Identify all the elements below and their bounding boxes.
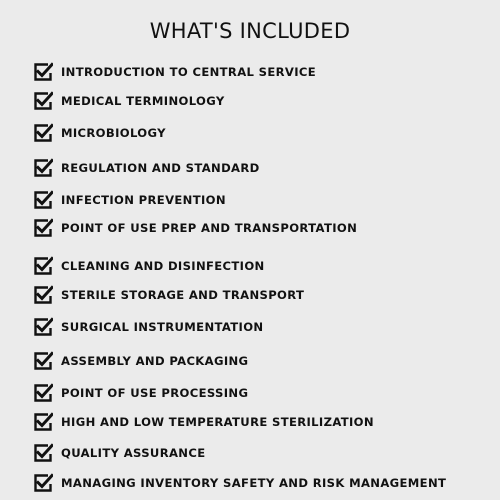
list-item: [33, 123, 166, 143]
list-item: [33, 351, 248, 371]
list-item-label: HIGH AND LOW TEMPERATURE STERILIZATION: [61, 415, 374, 429]
list-item-label: INTRODUCTION TO CENTRAL SERVICE: [61, 65, 316, 79]
list-item: [33, 218, 357, 238]
list-item-label: SURGICAL INSTRUMENTATION: [61, 320, 264, 334]
list-item-label: POINT OF USE PREP AND TRANSPORTATION: [61, 221, 358, 235]
checkbox-checked-icon: [33, 351, 53, 371]
list-item-label: ASSEMBLY AND PACKAGING: [61, 354, 249, 368]
list-item: [33, 473, 446, 493]
list-item-label: MANAGING INVENTORY SAFETY AND RISK MANAGEMENT: [61, 476, 447, 490]
checkbox-checked-icon: [33, 218, 53, 238]
list-item-label: QUALITY ASSURANCE: [61, 446, 206, 460]
list-item: [33, 317, 263, 337]
list-item: [33, 190, 226, 210]
list-item-label: MICROBIOLOGY: [61, 126, 166, 140]
list-item: [33, 383, 248, 403]
list-item-label: POINT OF USE PROCESSING: [61, 386, 249, 400]
list-item: [33, 62, 316, 82]
page-title: WHAT'S INCLUDED: [149, 19, 351, 43]
checkbox-checked-icon: [33, 473, 53, 493]
checkbox-checked-icon: [33, 412, 53, 432]
list-item-label: REGULATION AND STANDARD: [61, 161, 260, 175]
checkbox-checked-icon: [33, 158, 53, 178]
checkbox-checked-icon: [33, 62, 53, 82]
checkbox-checked-icon: [33, 285, 53, 305]
list-item-label: MEDICAL TERMINOLOGY: [61, 94, 225, 108]
list-item: [33, 285, 304, 305]
list-item-label: INFECTION PREVENTION: [61, 193, 226, 207]
list-item: [33, 412, 374, 432]
list-item-label: STERILE STORAGE AND TRANSPORT: [61, 288, 305, 302]
checkbox-checked-icon: [33, 317, 53, 337]
checkbox-checked-icon: [33, 190, 53, 210]
checkbox-checked-icon: [33, 256, 53, 276]
list-item: [33, 256, 265, 276]
list-item: [33, 158, 260, 178]
list-item-label: CLEANING AND DISINFECTION: [61, 259, 265, 273]
checkbox-checked-icon: [33, 443, 53, 463]
checkbox-checked-icon: [33, 123, 53, 143]
checkbox-checked-icon: [33, 383, 53, 403]
checkbox-checked-icon: [33, 91, 53, 111]
list-item: [33, 443, 205, 463]
list-item: [33, 91, 225, 111]
